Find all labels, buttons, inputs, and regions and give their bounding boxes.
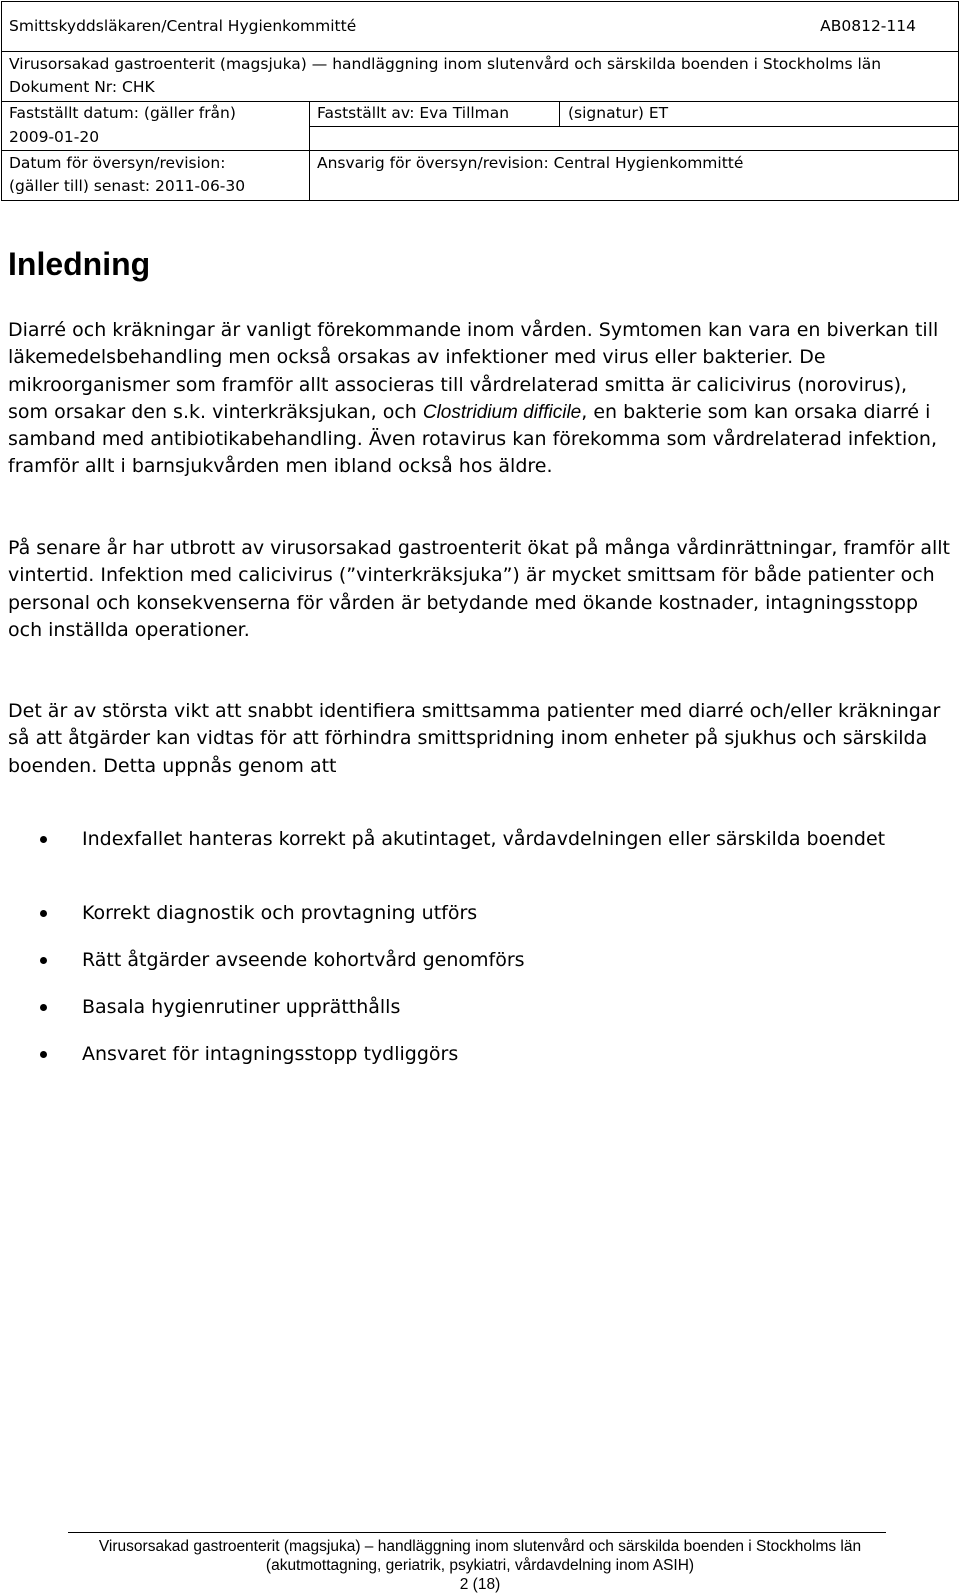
column-divider <box>559 102 560 126</box>
header-row-dates <box>2 102 958 150</box>
established-label: Fastställt datum: (gäller från) <box>9 104 236 122</box>
footer-subtitle: (akutmottagning, geriatrik, psykiatri, vårdavdelning inom ASIH) <box>265 1557 695 1574</box>
bullet-icon <box>40 957 47 964</box>
list-item-text: Korrekt diagnostik och provtagning utförs <box>82 902 478 924</box>
list-item-text: Basala hygienrutiner upprätthålls <box>82 996 401 1018</box>
bullet-icon <box>40 1051 47 1058</box>
review-label: Datum för översyn/revision: <box>9 154 226 172</box>
established-by: Fastställt av: Eva Tillman <box>317 104 510 122</box>
list-item <box>0 994 960 1041</box>
paragraph-intro <box>8 317 952 481</box>
header-row-title <box>2 52 958 102</box>
review-deadline: (gäller till) senast: 2011-06-30 <box>9 177 246 195</box>
paragraph-intro-part1: Diarré och kräkningar är vanligt förekommande inom vården. Symtomen kan vara en biverkan till läkemedelsbehandling men också orsakas av infektioner med virus eller bakterier. De mikroorganismer som framför allt associeras till vårdrelaterad smitta är calicivirus (norovirus), som orsakar den s.k. vinterkräksjukan, och <box>8 319 939 423</box>
bullet-icon <box>40 1004 47 1011</box>
paragraph-importance: Det är av största vikt att snabbt identifiera smittsamma patienter med diarré och/eller kräkningar så att åtgärder kan vidtas för att förhindra smittspridning inom enheter på sjukhus och särskilda boenden. Detta uppnås genom att <box>8 700 941 777</box>
organism-name: Clostridium difficile <box>422 401 582 423</box>
list-item-text: Ansvaret för intagningsstopp tydliggörs <box>82 1043 459 1065</box>
signature: (signatur) ET <box>568 104 669 122</box>
list-item <box>0 1041 960 1088</box>
measures-list <box>0 826 960 1088</box>
list-item-text: Indexfallet hanteras korrekt på akutintaget, vårdavdelningen eller särskilda boendet <box>82 828 886 850</box>
list-item-text: Rätt åtgärder avseende kohortvård genomförs <box>82 949 525 971</box>
established-date: 2009-01-20 <box>9 128 100 146</box>
bullet-icon <box>40 910 47 917</box>
document-header-table <box>1 1 959 201</box>
document-number: Dokument Nr: CHK <box>9 78 155 96</box>
header-row-review <box>2 150 958 200</box>
section-heading: Inledning <box>8 246 151 282</box>
header-row-org <box>2 2 958 52</box>
row-divider <box>309 126 958 127</box>
page-number: 2 (18) <box>459 1576 501 1593</box>
paragraph-intro-part2: , en bakterie som kan orsaka diarré i samband med antibiotikabehandling. Även rotavirus kan förekomma som vårdrelaterad infektion, framför allt i barnsjukvården men ibland också hos äldre. <box>8 400 937 478</box>
org-name: Smittskyddsläkaren/Central Hygienkommitté <box>9 17 357 35</box>
bullet-icon <box>40 836 47 843</box>
review-responsible: Ansvarig för översyn/revision: Central Hygienkommitté <box>317 154 744 172</box>
document-code: AB0812-114 <box>820 17 916 35</box>
paragraph-outbreaks: På senare år har utbrott av virusorsakad gastroenterit ökat på många vårdinrättningar, framför allt vintertid. Infektion med calicivirus (”vinterkräksjuka”) är mycket smittsam för både patienter och personal och konsekvenserna för vården är betydande med ökande kostnader, intagningsstopp och inställda operationer. <box>8 537 950 641</box>
list-item <box>0 947 960 994</box>
footer-divider <box>68 1532 886 1533</box>
footer-title: Virusorsakad gastroenterit (magsjuka) – handläggning inom slutenvård och särskilda boenden i Stockholms län <box>98 1538 862 1555</box>
column-divider <box>309 151 310 200</box>
list-item <box>0 826 960 900</box>
document-title: Virusorsakad gastroenterit (magsjuka) — handläggning inom slutenvård och särskilda boenden i Stockholms län <box>9 55 882 73</box>
list-item <box>0 900 960 947</box>
